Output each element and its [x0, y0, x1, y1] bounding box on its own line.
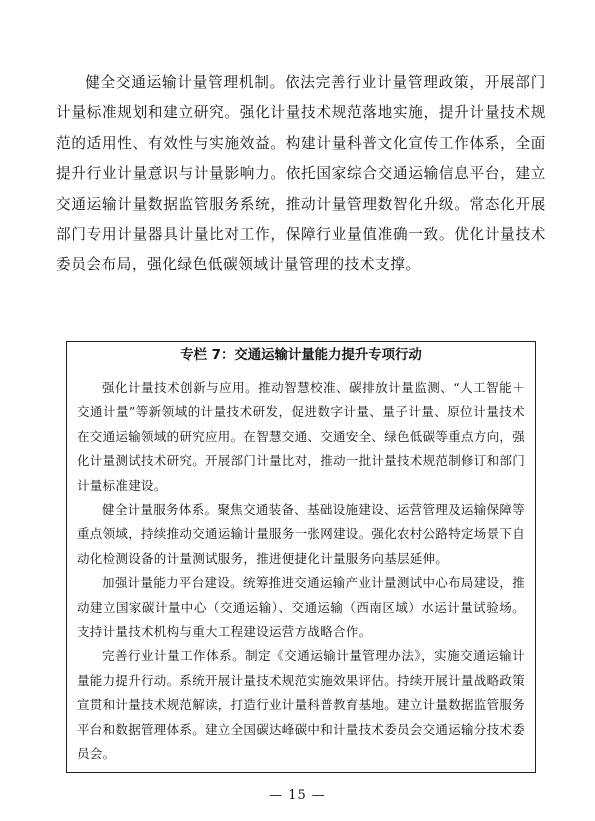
box-paragraph-innovation: 强化计量技术创新与应用。推动智慧校准、碳排放计量监测、“人工智能＋交通计量”等新领域的计量技术研发，促进数字计量、量子计量、原位计量技术在交通运输领域的研究应用。在智慧交通、交通安全、绿色低碳等重点方向，强化计量测试技术研究。开展部门计量比对，推动一批计量技术规范制修订和部门计量标准建设。 — [77, 380, 526, 493]
main-text — [56, 68, 546, 281]
box-title: 专栏 7：交通运输计量能力提升专项行动 — [180, 348, 422, 363]
page-number: — 15 — — [269, 788, 326, 803]
box-paragraph-service: 健全计量服务体系。聚焦交通装备、基础设施建设、运营管理及运输保障等重点领域，持续推动交通运输计量服务一张网建设。强化农村公路特定场景下自动化检测设备的计量测试服务，推进便捷化计量服务向基层延伸。 — [77, 502, 526, 566]
special-column-box — [66, 341, 536, 773]
box-body — [67, 370, 535, 767]
intro-paragraph: 健全交通运输计量管理机制。依法完善行业计量管理政策，开展部门计量标准规划和建立研究。强化计量技术规范落地实施，提升计量技术规范的适用性、有效性与实施效益。构建计量科普文化宣传工作体系，全面提升行业计量意识与计量影响力。依托国家综合交通运输信息平台，建立交通运输计量数据监管服务系统，推动计量管理数智化升级。常态化开展部门专用计量器具计量比对工作，保障行业量值准确一致。优化计量技术委员会布局，强化绿色低碳领域计量管理的技术支撑。 — [56, 74, 546, 274]
box-paragraph-system: 完善行业计量工作体系。制定《交通运输计量管理办法》，实施交通运输计量能力提升行动。系统开展计量技术规范实施效果评估。持续开展计量战略政策宣贯和计量技术规范解读，打造行业计量科普教育基地。建立计量数据监管服务平台和数据管理体系。建立全国碳达峰碳中和计量技术委员会交通运输分技术委员会。 — [77, 648, 526, 762]
box-paragraph-platform: 加强计量能力平台建设。统筹推进交通运输产业计量测试中心布局建设，推动建立国家碳计量中心（交通运输）、交通运输（西南区域）水运计量试验场。支持计量技术机构与重大工程建设运营方战略合作。 — [77, 575, 525, 640]
